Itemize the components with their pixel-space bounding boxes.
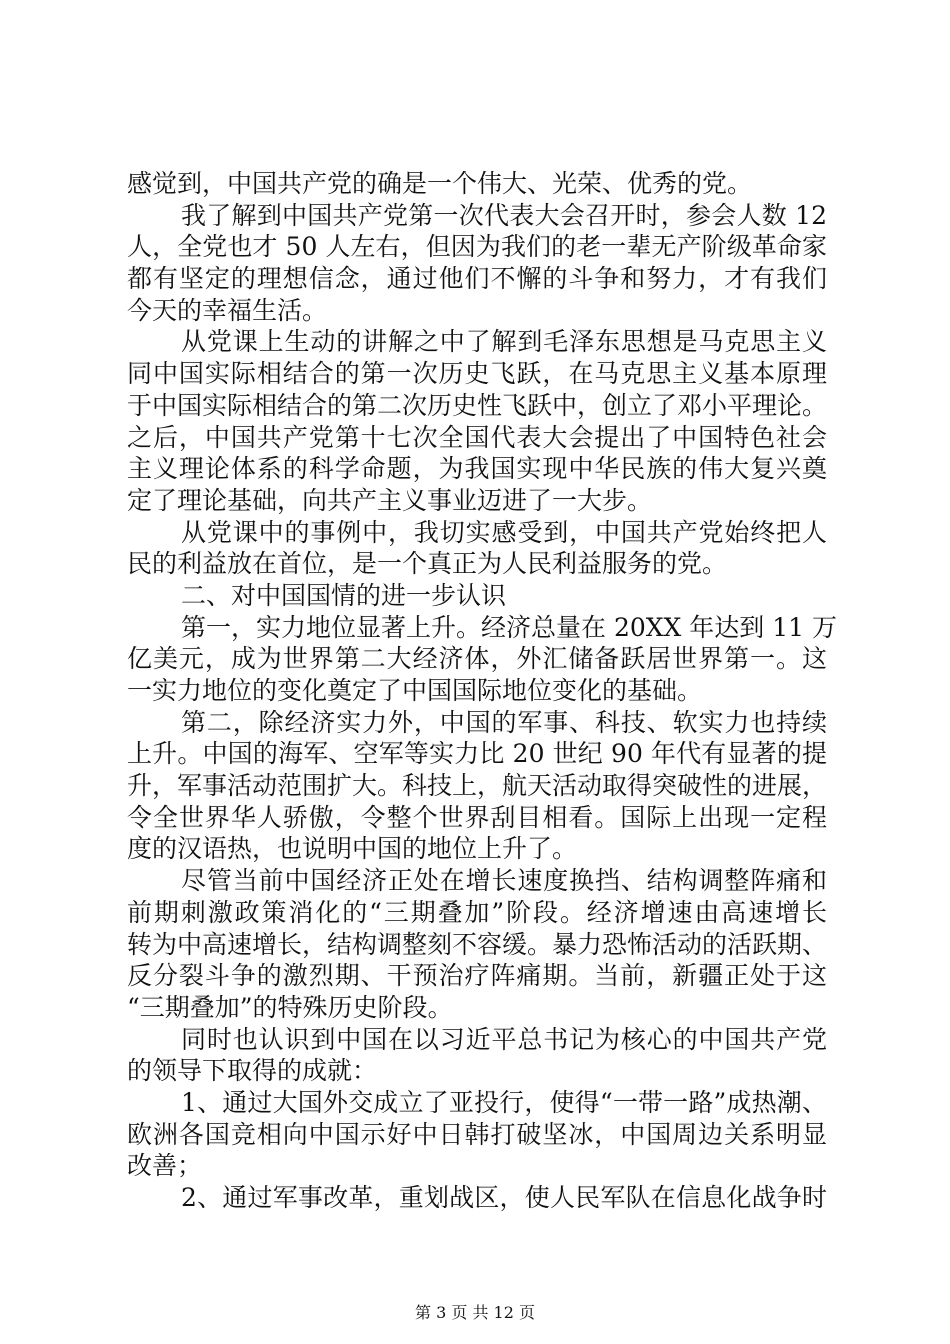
text-line: 改善； bbox=[127, 1151, 203, 1181]
text-line: 上升。中国的海军、空军等实力比 20 世纪 90 年代有显著的提 bbox=[127, 739, 827, 769]
body-text bbox=[127, 168, 838, 1214]
text-line: 从党课上生动的讲解之中了解到毛泽东思想是马克思主义 bbox=[181, 327, 827, 357]
text-line: 主义理论体系的科学命题，为我国实现中华民族的伟大复兴奠 bbox=[127, 454, 827, 484]
text-line: 定了理论基础，向共产主义事业迈进了一大步。 bbox=[127, 485, 653, 515]
text-line: 第二，除经济实力外，中国的军事、科技、软实力也持续 bbox=[181, 707, 827, 737]
text-line: 于中国实际相结合的第二次历史性飞跃中，创立了邓小平理论。 bbox=[127, 390, 828, 420]
text-line: 升，军事活动范围扩大。科技上，航天活动取得突破性的进展， bbox=[127, 771, 828, 801]
text-line: 反分裂斗争的激烈期、干预治疗阵痛期。当前，新疆正处于这 bbox=[127, 961, 827, 991]
text-line: 一实力地位的变化奠定了中国国际地位变化的基础。 bbox=[127, 676, 703, 705]
text-line: 从党课中的事例中，我切实感受到，中国共产党始终把人 bbox=[181, 517, 827, 547]
text-line: 1、通过大国外交成立了亚投行，使得“一带一路”成热潮、 bbox=[181, 1087, 827, 1117]
text-line: 同中国实际相结合的第一次历史飞跃，在马克思主义基本原理 bbox=[127, 359, 827, 389]
text-line: 我了解到中国共产党第一次代表大会召开时，参会人数 12 bbox=[181, 200, 827, 230]
page-footer: 第 3 页 共 12 页 bbox=[415, 1303, 535, 1322]
text-line: 同时也认识到中国在以习近平总书记为核心的中国共产党 bbox=[181, 1024, 827, 1054]
text-line: 度的汉语热，也说明中国的地位上升了。 bbox=[127, 834, 578, 864]
text-line: 都有坚定的理想信念，通过他们不懈的斗争和努力，才有我们 bbox=[127, 264, 827, 294]
text-line: 第一，实力地位显著上升。经济总量在 20XX 年达到 11 万 bbox=[181, 612, 838, 642]
text-line: 亿美元，成为世界第二大经济体，外汇储备跃居世界第一。这 bbox=[127, 644, 827, 674]
text-line: 的领导下取得的成就： bbox=[127, 1056, 378, 1086]
text-line: 民的利益放在首位，是一个真正为人民利益服务的党。 bbox=[127, 549, 728, 579]
text-line: 感觉到，中国共产党的确是一个伟大、光荣、优秀的党。 bbox=[127, 169, 753, 198]
text-line: 今天的幸福生活。 bbox=[127, 295, 328, 325]
text-line: 转为中高速增长，结构调整刻不容缓。暴力恐怖活动的活跃期、 bbox=[127, 929, 828, 959]
text-line: 二、对中国国情的进一步认识 bbox=[181, 580, 507, 610]
text-line: 2、通过军事改革，重划战区，使人民军队在信息化战争时 bbox=[181, 1183, 827, 1212]
text-line: “三期叠加”的特殊历史阶段。 bbox=[127, 992, 453, 1022]
text-line: 欧洲各国竞相向中国示好中日韩打破坚冰，中国周边关系明显 bbox=[127, 1119, 827, 1149]
text-line: 前期刺激政策消化的“三期叠加”阶段。经济增速由高速增长 bbox=[127, 897, 827, 927]
text-line: 令全世界华人骄傲，令整个世界刮目相看。国际上出现一定程 bbox=[127, 802, 827, 832]
text-line: 之后，中国共产党第十七次全国代表大会提出了中国特色社会 bbox=[127, 422, 827, 452]
text-line: 人，全党也才 50 人左右，但因为我们的老一辈无产阶级革命家 bbox=[127, 232, 827, 262]
text-line: 尽管当前中国经济正处在增长速度换挡、结构调整阵痛和 bbox=[181, 866, 827, 896]
